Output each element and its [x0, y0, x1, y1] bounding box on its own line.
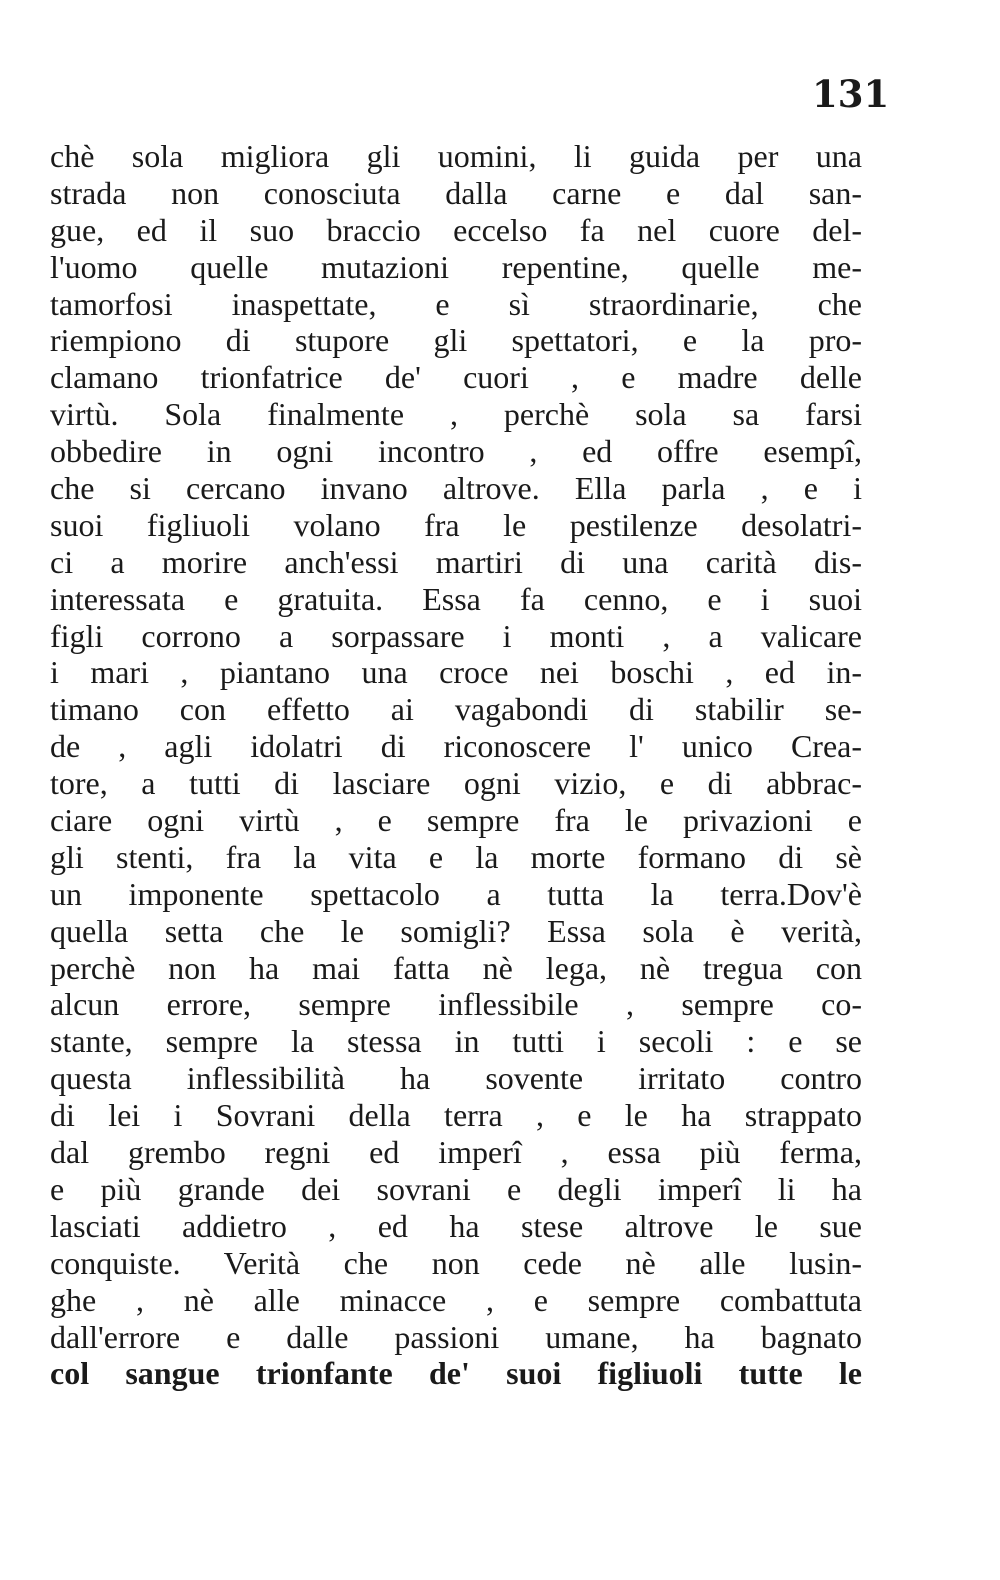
- page-number: 131: [812, 72, 890, 116]
- text-line: de , agli idolatri di riconoscere l' unico Crea-: [50, 728, 862, 765]
- text-line: l'uomo quelle mutazioni repentine, quelle me-: [50, 248, 862, 285]
- text-line: timano con effetto ai vagabondi di stabilir se-: [50, 691, 862, 728]
- text-line: tamorfosi inaspettate, e sì straordinarie, che: [50, 285, 862, 322]
- text-line: e più grande dei sovrani e degli imperî li ha: [50, 1170, 862, 1207]
- text-line: riempiono di stupore gli spettatori, e la pro-: [50, 322, 862, 359]
- text-line: interessata e gratuita. Essa fa cenno, e i suoi: [50, 580, 862, 617]
- text-line: tore, a tutti di lasciare ogni vizio, e di abbrac-: [50, 765, 862, 802]
- text-line: conquiste. Verità che non cede nè alle lusin-: [50, 1244, 862, 1281]
- text-line: questa inflessibilità ha sovente irritato contro: [50, 1060, 862, 1097]
- text-line: suoi figliuoli volano fra le pestilenze desolatri-: [50, 506, 862, 543]
- text-line: strada non conosciuta dalla carne e dal san-: [50, 174, 862, 211]
- text-line: stante, sempre la stessa in tutti i secoli : e se: [50, 1023, 862, 1060]
- text-line: i mari , piantano una croce nei boschi , ed in-: [50, 654, 862, 691]
- text-line: un imponente spettacolo a tutta la terra.Dov'è: [50, 875, 862, 912]
- text-line: figli corrono a sorpassare i monti , a valicare: [50, 617, 862, 654]
- text-line: perchè non ha mai fatta nè lega, nè tregua con: [50, 949, 862, 986]
- text-line: quella setta che le somigli? Essa sola è verità,: [50, 912, 862, 949]
- text-line: ghe , nè alle minacce , e sempre combattuta: [50, 1281, 862, 1318]
- text-line: di lei i Sovrani della terra , e le ha strappato: [50, 1097, 862, 1134]
- text-line: ciare ogni virtù , e sempre fra le privazioni e: [50, 802, 862, 839]
- text-line: che si cercano invano altrove. Ella parla , e i: [50, 470, 862, 507]
- text-line: col sangue trionfante de' suoi figliuoli tutte le: [50, 1355, 862, 1392]
- body-text: [50, 138, 862, 1392]
- text-line: virtù. Sola finalmente , perchè sola sa farsi: [50, 396, 862, 433]
- text-line: obbedire in ogni incontro , ed offre esempî,: [50, 433, 862, 470]
- text-line: ci a morire anch'essi martiri di una carità dis-: [50, 543, 862, 580]
- text-line: lasciati addietro , ed ha stese altrove le sue: [50, 1207, 862, 1244]
- text-line: gli stenti, fra la vita e la morte formano di sè: [50, 838, 862, 875]
- text-line: gue, ed il suo braccio eccelso fa nel cuore del-: [50, 211, 862, 248]
- text-line: clamano trionfatrice de' cuori , e madre delle: [50, 359, 862, 396]
- text-line: dal grembo regni ed imperî , essa più ferma,: [50, 1134, 862, 1171]
- text-line: alcun errore, sempre inflessibile , sempre co-: [50, 986, 862, 1023]
- text-line: dall'errore e dalle passioni umane, ha bagnato: [50, 1318, 862, 1355]
- text-line: chè sola migliora gli uomini, li guida per una: [50, 138, 862, 174]
